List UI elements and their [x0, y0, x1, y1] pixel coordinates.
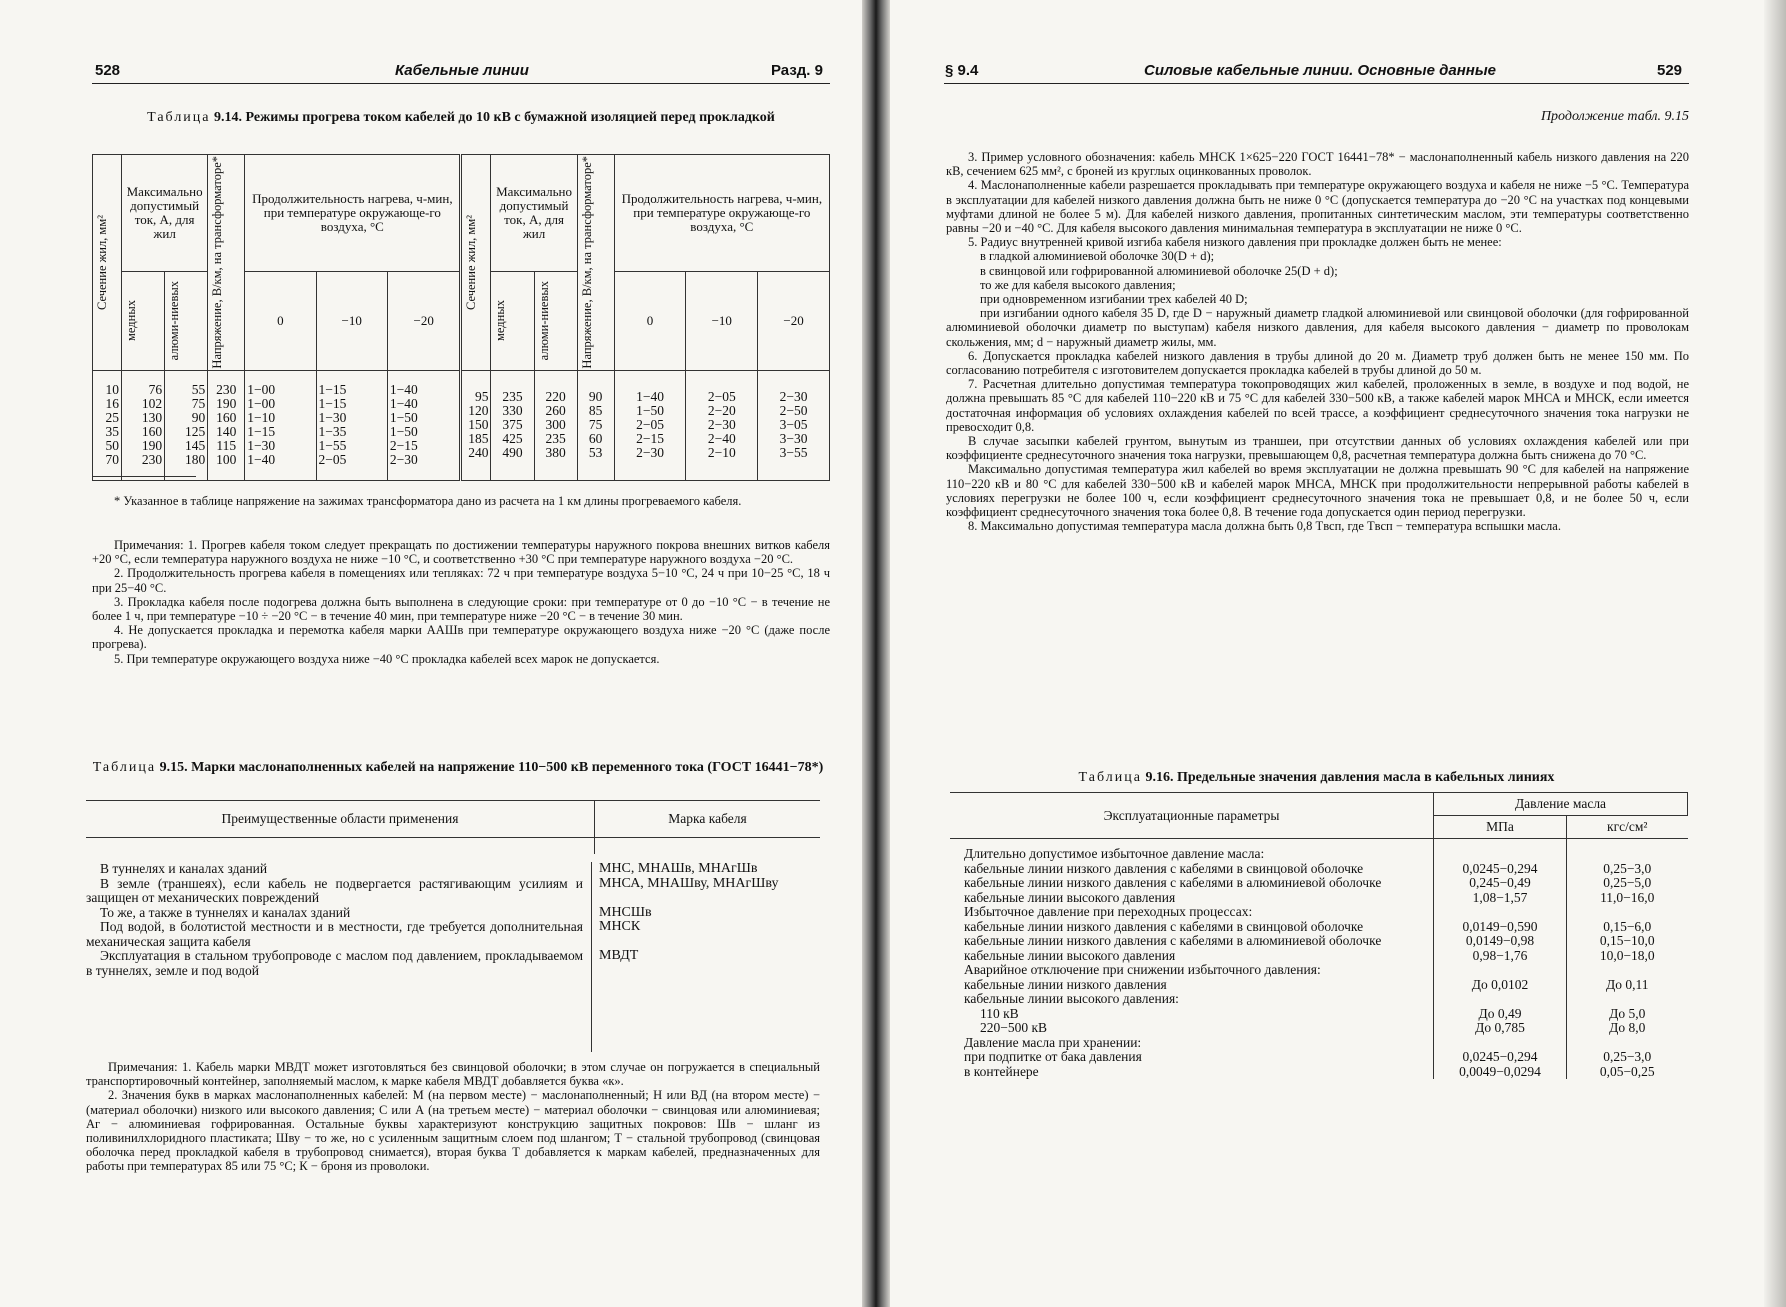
table-916-kgf: 0,25−3,0 — [1567, 1050, 1688, 1065]
page-edge — [1764, 0, 1786, 1307]
table-916-row — [950, 992, 1688, 1007]
table-914-cell: 120 — [468, 403, 489, 419]
table-916-mpa — [1434, 992, 1567, 1007]
table-915-row — [86, 920, 820, 949]
table-914-cell: 125 — [184, 424, 206, 440]
table-914-cell: 2−30 — [389, 452, 418, 468]
table-916-param: кабельные линии низкого давления с кабелями в алюминиевой оболочке — [964, 933, 1382, 948]
table-914-cell: 240 — [468, 445, 489, 461]
table-915-caption: Таблица 9.15. Марки маслонаполненных кабелей на напряжение 110−500 кВ переменного тока (ГОСТ 16441−78*) — [92, 760, 824, 775]
table-914-cell: 2−30 — [636, 445, 664, 461]
table-916-row — [950, 949, 1688, 964]
table-916-param: кабельные линии низкого давления — [964, 976, 1167, 992]
table-916-kgf: До 8,0 — [1567, 1021, 1688, 1036]
table-914-cell: 1−30 — [247, 438, 276, 454]
table-914-cell: 2−50 — [779, 403, 808, 419]
table-914-cell: 2−15 — [636, 431, 664, 447]
table-916-mpa: До 0,49 — [1434, 1007, 1567, 1022]
table-916-kgf: 11,0−16,0 — [1567, 891, 1688, 906]
table-914-cell: 1−40 — [389, 382, 418, 398]
table-914-cell: 10 — [105, 382, 119, 398]
table-914-cell: 25 — [105, 410, 119, 426]
table-916: Эксплуатационные параметры Давление масла МПа кгс/см² Длительно допустимое избыточное давление масла: кабельные линии низкого давления с кабелями в свинцовой оболочке 0,0245−0,294 0,25−3,0 кабельные линии низкого давления с кабелями в алюминиевой оболочке 0,245−0,49 0,25−5,0 кабельные линии высокого давления 1,08−1,57 11,0−16,0 Избыточное давление при переходных процессах: кабельные линии низкого давления с кабелями в свинцовой оболочке 0,0149−0,590 0,15−6,0 кабельные линии низкого давления с кабелями в алюминиевой оболочке 0,0149−0,98 0,15−10,0 кабельные линии высокого давления 0,98−1,76 10,0−18,0 Аварийное отключение при снижении избыточного давления: кабельные линии низкого давления До 0,0102 До 0,11 кабельные линии высокого давления: 110 кВ До 0,49 До 5,0 220−500 кВ До 0,785 До 8,0 Давление масла при хранении: при подпитке от бака давления 0,0245−0,294 0,25−3,0 в контейнере 0,0049−0,0294 0,05−0,25 — [950, 792, 1688, 1079]
col-copper-right — [491, 370, 534, 480]
table-914-cell: 75 — [191, 396, 206, 412]
table-914-cell: 3−30 — [779, 431, 808, 447]
table-914-cell: 230 — [216, 382, 237, 398]
table-914: Сечение жил, мм² Максимально допустимый ток, А, для жил Напряжение, В/км, на трансформаторе* Продолжительность нагрева, ч-мин, при температуре окружающе-го воздуха, °С Сечение жил, мм² Максимально допустимый ток, А, для жил Напряжение, В/км, на трансформаторе* Продолжительность нагрева, ч-мин, при температуре окружающе-го воздуха, °С медных алюми-ниевых 0 −10 −20 медных алюми-ниевых 0 −10 −20 10 16 25 35 50 70 76 102 130 160 190 230 55 75 90 125 145 180 230 190 160 140 115 100 1−00 1−00 1−10 1−15 1−30 1−40 1−15 1−15 1−30 1−35 1−55 2−05 1−40 1−40 1−50 1−50 2−15 2−30 95 120 150 185 240 235 330 375 425 490 220 260 300 235 380 90 85 75 60 53 1−40 1−50 2−05 2−15 2−30 2−05 2−20 2−30 2−40 2−10 2−30 2−50 3−05 3−30 3−55 — [92, 154, 830, 481]
table-916-mpa: 0,98−1,76 — [1434, 949, 1567, 964]
table-916-kgf — [1567, 963, 1688, 978]
col-d10-left — [316, 370, 387, 480]
table-916-row — [950, 1050, 1688, 1065]
table-915-row — [86, 877, 820, 906]
table-916-kgf — [1567, 905, 1688, 920]
table-916-mpa: До 0,785 — [1434, 1021, 1567, 1036]
table-914-cell: 2−05 — [636, 417, 664, 433]
table-914-cell: 2−40 — [707, 431, 736, 447]
table-916-param: Давление масла при хранении: — [964, 1034, 1142, 1050]
table-916-param: кабельные линии низкого давления с кабелями в алюминиевой оболочке — [964, 875, 1382, 890]
header-rule-right — [944, 83, 1689, 84]
table-914-cell: 90 — [588, 389, 603, 405]
table-914-cell: 75 — [588, 417, 603, 433]
table-914-cell: 145 — [184, 438, 206, 454]
table-915: Преимущественные области применения Марка кабеля — [86, 800, 820, 854]
table-914-cell: 190 — [216, 396, 237, 412]
table-916-row — [950, 920, 1688, 935]
table-914-cell: 2−05 — [318, 452, 347, 468]
table-915-area: В туннелях и каналах зданий — [100, 861, 268, 876]
table-915-area: То же, а также в туннелях и каналах зданий — [100, 904, 351, 920]
table-916-row — [950, 891, 1688, 906]
table-914-cell: 60 — [588, 431, 603, 447]
table-915-row — [86, 906, 820, 921]
col-d20-left — [387, 370, 461, 480]
table-914-cell: 235 — [545, 431, 566, 447]
notes-continued: 3. Пример условного обозначения: кабель МНСК 1×625−220 ГОСТ 16441−78* − маслонаполненный кабель низкого давления на 220 кВ, сечением 625 мм², с броней из круглых оцинкованных проволок. 4. Маслонаполненные кабели разрешается прокладывать при температуре окружающего воздуха и кабеля не ниже −5 °С. Температура в эксплуатации для кабелей низкого давления должна быть не ниже 0 °С (допускается температура до −20 °С на участках под концевыми муфтами длиной не более 5 м). Для кабелей низкого давления, пропитанных синтетическим маслом, эти температуры соответственно равны −20 и −40 °С. Для кабеля высокого давления минимальная температура в эксплуатации не ниже 0 °С. 5. Радиус внутренней кривой изгиба кабеля низкого давления при прокладке должен быть не менее: в гладкой алюминиевой оболочке 30(D + d); в свинцовой или гофрированной алюминиевой оболочке 25(D + d); то же для кабеля высокого давления; при одновременном изгибании трех кабелей 40 D; при изгибании одного кабеля 35 D, где D − наружный диаметр гладкой алюминиевой или свинцовой оболочки (для гофрированной алюминиевой оболочки диаметр по выступам) кабеля низкого давления, для кабеля высокого давления − диаметр по проволокам скольжения, мм; d − наружный диаметр жилы, мм. 6. Допускается прокладка кабелей низкого давления в трубы длиной до 20 м. Диаметр труб должен быть не менее 150 мм. По согласованию потребителя с изготовителем допускается прокладка кабелей в трубы длиной до 50 м. 7. Расчетная длительно допустимая температура токопроводящих жил кабелей, проложенных в земле, в воздухе и под водой, не должна превышать 85 °С для кабелей 110−220 кВ и 75 °С для кабелей 330−500 кВ, а также кабелей марок МНСА и МНСК, если имеется достаточная информация об условиях охлаждения кабелей по всей трассе, а коэффициент среднесуточного значения тока нагрузки не превосходит 0,8. В случае засыпки кабелей грунтом, вынутым из траншеи, при отсутствии данных об условиях охлаждения кабелей или при коэффициенте среднесуточного значения тока нагрузки, превышающем 0,8, расчетная температура должна быть снижена до 70 °С. Максимально допустимая температура жил кабелей во время эксплуатации не должна превышать 90 °С для кабелей на напряжение 110−220 кВ и 80 °С для кабелей 330−500 кВ и кабелей марок МНСА, МНСК при продолжительности непрерывной работы кабелей в условиях перегрузки не более 100 ч, если коэффициент среднесуточного значения тока не превышает 0,8, и не более 50 ч, если коэффициент среднесуточного значения тока более 0,8. В течение года допускается один период перегрузки. 8. Максимально допустимая температура масла должна быть 0,8 Tвсп, где Tвсп − температура вспышки масла. — [946, 150, 1689, 534]
table-916-row — [950, 1007, 1688, 1022]
table-915-row — [86, 862, 820, 877]
table-916-row — [950, 847, 1688, 862]
table-914-cell: 1−50 — [636, 403, 664, 419]
table-916-mpa: До 0,0102 — [1434, 978, 1567, 993]
table-915-rows — [86, 862, 820, 978]
notes-915: Примечания: 1. Кабель марки МВДТ может изготовляться без свинцовой оболочки; в этом случае он погружается в специальный транспортировочный контейнер, заполняемый маслом, к марке кабеля МВДТ добавляется буква «к». 2. Значения букв в марках маслонаполненных кабелей: М (на первом месте) − маслонаполненный; Н или ВД (на втором месте) − (материал оболочки) низкого или высокого давления; С или А (на третьем месте) − материал оболочки − свинцовая или алюминиевая; Аг − алюминиевая гофрированная. Остальные буквы характеризуют конструкцию защитных покровов: Шв − шланг из поливинилхлоридного пластиката; Шву − то же, но с усиленным защитным слоем под шлангом; Т − стальной трубопровод (свинцовая оболочка перед прокладкой кабеля в трубопровод снимается), вторая буква Т добавляется к маркам кабелей, предназначенных для работы при температурах 85 или 75 °С; К − броня из проволоки. — [86, 1060, 820, 1174]
table-915-area: Под водой, в болотистой местности и в местности, где требуется дополнительная механическая защита кабеля — [86, 919, 583, 949]
col-alum-right — [534, 370, 577, 480]
notes-914: Примечания: 1. Прогрев кабеля током следует прекращать по достижении температуры наружного покрова внешних витков кабеля +20 °С, если температура наружного воздуха не ниже −10 °С, и соответственно +30 °С при температуре наружного воздуха −20 °С. 2. Продолжительность прогрева кабеля в помещениях или тепляках: 72 ч при температуре воздуха 5−10 °С, 24 ч при 10−25 °С, 18 ч при 25−40 °С. 3. Прокладка кабеля после подогрева должна быть выполнена в следующие сроки: при температуре от 0 до −10 °С − в течение не более 1 ч, при температуре −10 ÷ −20 °С − в течение 40 мин, при температуре ниже −20 °С − в течение 30 мин. 4. Не допускается прокладка и перемотка кабеля марки ААШв при температуре окружающего воздуха ниже −20 °С (даже после прогрева). 5. При температуре окружающего воздуха ниже −40 °С прокладка кабелей всех марок не допускается. — [92, 538, 830, 666]
col-d20-right — [758, 370, 830, 480]
table-914-cell: 130 — [141, 410, 163, 426]
table-916-mpa: 0,0149−0,590 — [1434, 920, 1567, 935]
table-914-cell: 375 — [502, 417, 523, 433]
table-914-cell: 1−40 — [636, 389, 664, 405]
col-voltage-left — [208, 370, 245, 480]
table-916-mpa: 0,0049−0,0294 — [1434, 1065, 1567, 1080]
table-914-cell: 490 — [502, 445, 523, 461]
table-916-kgf: 10,0−18,0 — [1567, 949, 1688, 964]
table-914-cell: 160 — [216, 410, 237, 426]
table-916-param: Избыточное давление при переходных процессах: — [964, 904, 1253, 919]
table-914-cell: 180 — [184, 452, 206, 468]
table-914-cell: 76 — [148, 382, 163, 398]
table-914-cell: 1−40 — [389, 396, 418, 412]
table-914-cell: 1−00 — [247, 396, 276, 412]
table-916-mpa: 0,0245−0,294 — [1434, 1050, 1567, 1065]
table-914-caption: Таблица 9.14. Режимы прогрева током кабелей до 10 кВ с бумажной изоляцией перед прокладкой — [147, 110, 775, 125]
table-915-divider — [591, 862, 592, 1052]
table-914-cell: 2−10 — [707, 445, 736, 461]
col-d0-right — [614, 370, 686, 480]
table-914-cell: 425 — [502, 431, 523, 447]
table-914-cell: 1−10 — [247, 410, 276, 426]
table-914-cell: 220 — [545, 389, 566, 405]
right-page — [890, 0, 1786, 1307]
table-916-kgf: 0,25−3,0 — [1567, 862, 1688, 877]
table-915-area: Эксплуатация в стальном трубопроводе с маслом под давлением, прокладываемом в туннелях, земле и под водой — [86, 948, 583, 978]
table-916-kgf — [1567, 1036, 1688, 1051]
table-916-param: при подпитке от бака давления — [964, 1049, 1142, 1064]
table-916-row — [950, 862, 1688, 877]
table-914-cell: 90 — [191, 410, 206, 426]
table-914-cell: 1−30 — [318, 410, 347, 426]
page-number-right: 529 — [1657, 62, 1683, 79]
table-914-cell: 1−35 — [318, 424, 347, 440]
table-914-cell: 2−05 — [707, 389, 736, 405]
table-914-cell: 150 — [468, 417, 489, 433]
table-916-param: 110 кВ — [980, 1005, 1019, 1021]
book-gutter — [862, 0, 890, 1307]
table-916-row — [950, 978, 1688, 993]
table-914-cell: 1−55 — [318, 438, 347, 454]
table-916-row — [950, 1065, 1688, 1080]
col-section-right — [461, 370, 491, 480]
table-916-mpa — [1434, 1036, 1567, 1051]
table-914-cell: 2−30 — [707, 417, 736, 433]
col-voltage-right — [577, 370, 614, 480]
col-d0-left — [245, 370, 316, 480]
table-916-mpa — [1434, 847, 1567, 862]
table-916-mpa: 0,0149−0,98 — [1434, 934, 1567, 949]
table-914-cell: 85 — [588, 403, 603, 419]
table-916-kgf: 0,25−5,0 — [1567, 876, 1688, 891]
table-916-kgf — [1567, 992, 1688, 1007]
table-914-cell: 140 — [216, 424, 237, 440]
table-915-mark: МНСШв — [599, 904, 652, 920]
table-914-cell: 95 — [474, 389, 489, 405]
table-916-row — [950, 1021, 1688, 1036]
table-914-cell: 100 — [216, 452, 237, 468]
table-916-kgf: До 5,0 — [1567, 1007, 1688, 1022]
table-914-cell: 235 — [502, 389, 523, 405]
col-alum-left — [165, 370, 208, 480]
table-916-mpa: 1,08−1,57 — [1434, 891, 1567, 906]
table-914-cell: 300 — [545, 417, 566, 433]
table-914-cell: 160 — [141, 424, 163, 440]
table-916-mpa: 0,0245−0,294 — [1434, 862, 1567, 877]
table-916-row — [950, 876, 1688, 891]
table-915-mark: МНСК — [599, 919, 641, 934]
table-914-cell: 53 — [588, 445, 603, 461]
table-916-param: кабельные линии высокого давления — [964, 947, 1176, 963]
table-915-area: В земле (траншеях), если кабель не подвергается растягивающим усилиям и защищен от механических повреждений — [86, 875, 583, 905]
page-number-left: 528 — [95, 62, 121, 79]
footnote-914: * Указанное в таблице напряжение на зажимах трансформатора дано из расчета на 1 км длины прогреваемого кабеля. — [114, 494, 742, 508]
table-914-cell: 330 — [502, 403, 523, 419]
table-916-param: Длительно допустимое избыточное давление масла: — [964, 846, 1265, 861]
table-916-row — [950, 905, 1688, 920]
section-right: § 9.4 — [945, 62, 979, 79]
table-914-cell: 380 — [545, 445, 566, 461]
table-914-cell: 3−05 — [779, 417, 808, 433]
col-section-left — [93, 370, 122, 480]
table-915-mark: МНСА, МНАШву, МНАгШву — [599, 875, 779, 891]
continuation-note: Продолжение табл. 9.15 — [1540, 109, 1689, 124]
table-916-row — [950, 963, 1688, 978]
table-916-kgf: До 0,11 — [1567, 978, 1688, 993]
table-915-row — [86, 949, 820, 978]
table-914-cell: 55 — [191, 382, 206, 398]
table-914-cell: 1−40 — [247, 452, 276, 468]
table-915-mark: МВДТ — [599, 948, 639, 963]
footnote-rule — [92, 476, 196, 477]
table-916-kgf: 0,15−6,0 — [1567, 920, 1688, 935]
table-916-kgf — [1567, 847, 1688, 862]
running-title-right: Силовые кабельные линии. Основные данные — [1144, 62, 1497, 79]
table-914-cell: 102 — [141, 396, 163, 412]
table-916-param: Аварийное отключение при снижении избыточного давления: — [964, 962, 1321, 977]
table-916-caption: Таблица 9.16. Предельные значения давления масла в кабельных линиях — [1078, 770, 1555, 785]
table-916-mpa — [1434, 905, 1567, 920]
table-916-kgf: 0,05−0,25 — [1567, 1065, 1688, 1080]
table-916-row — [950, 1036, 1688, 1051]
table-914-cell: 190 — [141, 438, 163, 454]
table-914-cell: 16 — [105, 396, 119, 412]
table-914-cell: 2−15 — [389, 438, 418, 454]
table-914-cell: 1−15 — [247, 424, 276, 440]
table-914-cell: 1−50 — [389, 424, 418, 440]
table-916-param: кабельные линии высокого давления — [964, 889, 1176, 905]
col-d10-right — [686, 370, 758, 480]
section-left: Разд. 9 — [771, 62, 823, 79]
table-914-cell: 1−50 — [389, 410, 418, 426]
left-page — [0, 0, 862, 1307]
table-914-cell: 2−20 — [707, 403, 736, 419]
table-916-param: кабельные линии низкого давления с кабелями в свинцовой оболочке — [964, 918, 1364, 934]
header-rule-left — [92, 83, 830, 84]
table-915-mark: МНС, МНАШв, МНАгШв — [599, 861, 758, 876]
table-916-row — [950, 934, 1688, 949]
table-914-cell: 1−15 — [318, 382, 347, 398]
table-914-cell: 260 — [545, 403, 566, 419]
table-916-kgf: 0,15−10,0 — [1567, 934, 1688, 949]
table-916-param: кабельные линии низкого давления с кабелями в свинцовой оболочке — [964, 860, 1364, 876]
table-914-cell: 2−30 — [779, 389, 808, 405]
table-914-cell: 115 — [216, 438, 237, 454]
table-914-cell: 230 — [141, 452, 163, 468]
table-914-cell: 3−55 — [779, 445, 808, 461]
table-914-cell: 185 — [468, 431, 489, 447]
table-914-cell: 50 — [105, 438, 119, 454]
table-916-mpa: 0,245−0,49 — [1434, 876, 1567, 891]
running-title-left: Кабельные линии — [395, 62, 529, 79]
table-914-cell: 70 — [105, 452, 119, 468]
table-916-param: в контейнере — [964, 1063, 1039, 1079]
table-914-cell: 1−15 — [318, 396, 347, 412]
table-916-param: 220−500 кВ — [980, 1020, 1048, 1035]
col-copper-left — [122, 370, 165, 480]
table-916-mpa — [1434, 963, 1567, 978]
table-914-cell: 1−00 — [247, 382, 276, 398]
table-916-param: кабельные линии высокого давления: — [964, 991, 1179, 1006]
table-914-cell: 35 — [105, 424, 119, 440]
